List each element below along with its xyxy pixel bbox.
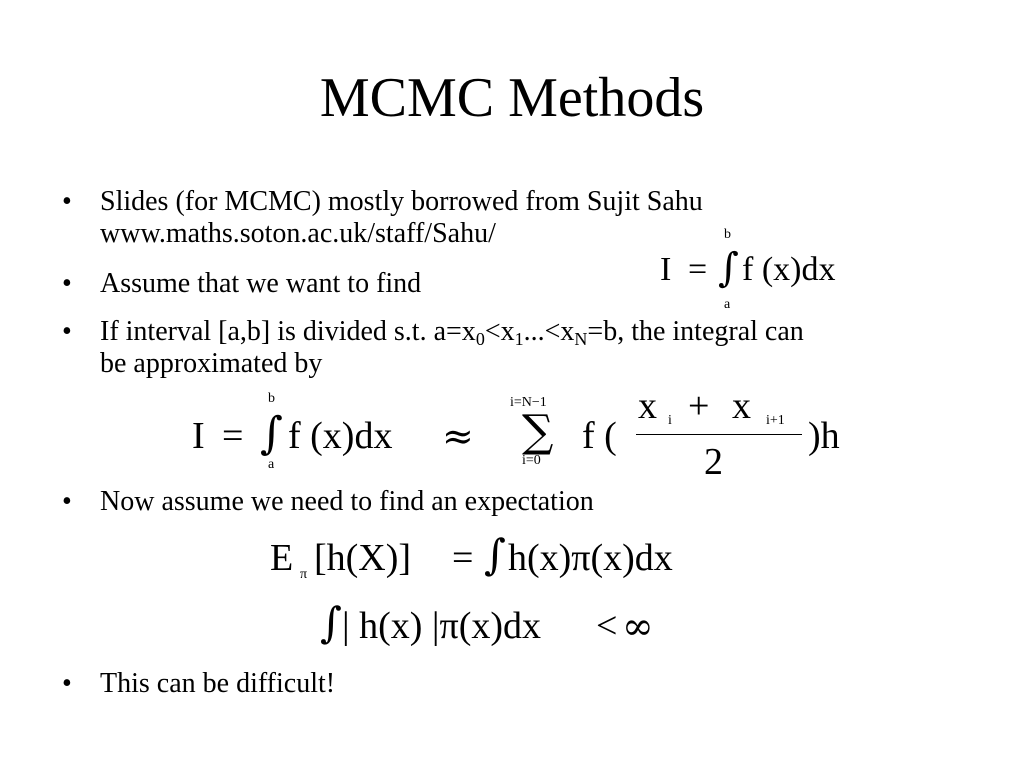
bullet-marker: • bbox=[62, 268, 72, 299]
eq-equals: = bbox=[222, 415, 244, 457]
integral-sign: ∫ bbox=[718, 245, 739, 291]
lower-limit: a bbox=[724, 297, 731, 312]
bullet-marker: • bbox=[62, 316, 72, 347]
bullet-line: Slides (for MCMC) mostly borrowed from Sujit Sahu bbox=[100, 186, 703, 217]
eq-equals: = bbox=[452, 537, 474, 579]
lower-limit: a bbox=[268, 457, 275, 472]
bullet-text bbox=[100, 316, 970, 380]
url-text: www.maths.soton.ac.uk/staff/Sahu/ bbox=[100, 218, 496, 249]
upper-limit: b bbox=[268, 391, 275, 406]
integrand: h(x)π(x)dx bbox=[508, 537, 673, 579]
expectation-equation bbox=[270, 530, 750, 586]
upper-limit: b bbox=[724, 227, 731, 242]
bullet-marker: • bbox=[62, 668, 72, 699]
approx-sign: ≈ bbox=[442, 414, 474, 458]
integrand: f (x)dx bbox=[742, 251, 836, 288]
bullet-text: Now assume we need to find an expectation bbox=[100, 486, 594, 517]
bullet-text: Assume that we want to find bbox=[100, 268, 422, 299]
function-open: f ( bbox=[582, 415, 617, 457]
trapezoid-approximation-equation bbox=[192, 385, 872, 484]
eq-lhs: I bbox=[192, 415, 205, 457]
fraction-bar bbox=[636, 434, 802, 435]
numerator-plus: + bbox=[688, 385, 710, 427]
expectation-argument: [h(X)] bbox=[314, 537, 412, 579]
integrability-condition bbox=[320, 598, 680, 654]
summation-sign: ∑ bbox=[522, 406, 554, 457]
numerator-subscript: i+1 bbox=[766, 413, 785, 428]
sum-upper-limit: i=N−1 bbox=[510, 395, 547, 410]
eq-lhs: I bbox=[660, 251, 672, 288]
bullet-marker: • bbox=[62, 186, 72, 217]
numerator-term: x bbox=[638, 385, 657, 427]
expectation-symbol: E bbox=[270, 537, 294, 579]
numerator-subscript: i bbox=[668, 413, 672, 428]
infinity-symbol: ∞ bbox=[622, 604, 654, 648]
function-close: )h bbox=[808, 415, 840, 457]
denominator: 2 bbox=[704, 441, 723, 483]
slide-title: MCMC Methods bbox=[319, 67, 705, 129]
integrand: f (x)dx bbox=[288, 415, 393, 457]
integral-sign: ∫ bbox=[320, 598, 342, 647]
bullet-line: If interval [a,b] is divided s.t. $a=x_0<x_1...<x_N=b$, the integral can bbox=[100, 316, 804, 349]
integral-sign: ∫ bbox=[260, 408, 283, 459]
bullet-text: This can be difficult! bbox=[100, 668, 336, 699]
eq-equals: = bbox=[688, 251, 708, 288]
numerator-term: x bbox=[732, 385, 751, 427]
integrand: | h(x) |π(x)dx bbox=[342, 605, 542, 647]
bullet-marker: • bbox=[62, 486, 72, 517]
bullet-line: be approximated by bbox=[100, 348, 323, 379]
less-than-sign: < bbox=[596, 605, 618, 647]
sum-lower-limit: i=0 bbox=[522, 453, 541, 468]
expectation-subscript: π bbox=[300, 567, 308, 582]
integral-sign: ∫ bbox=[484, 530, 506, 579]
